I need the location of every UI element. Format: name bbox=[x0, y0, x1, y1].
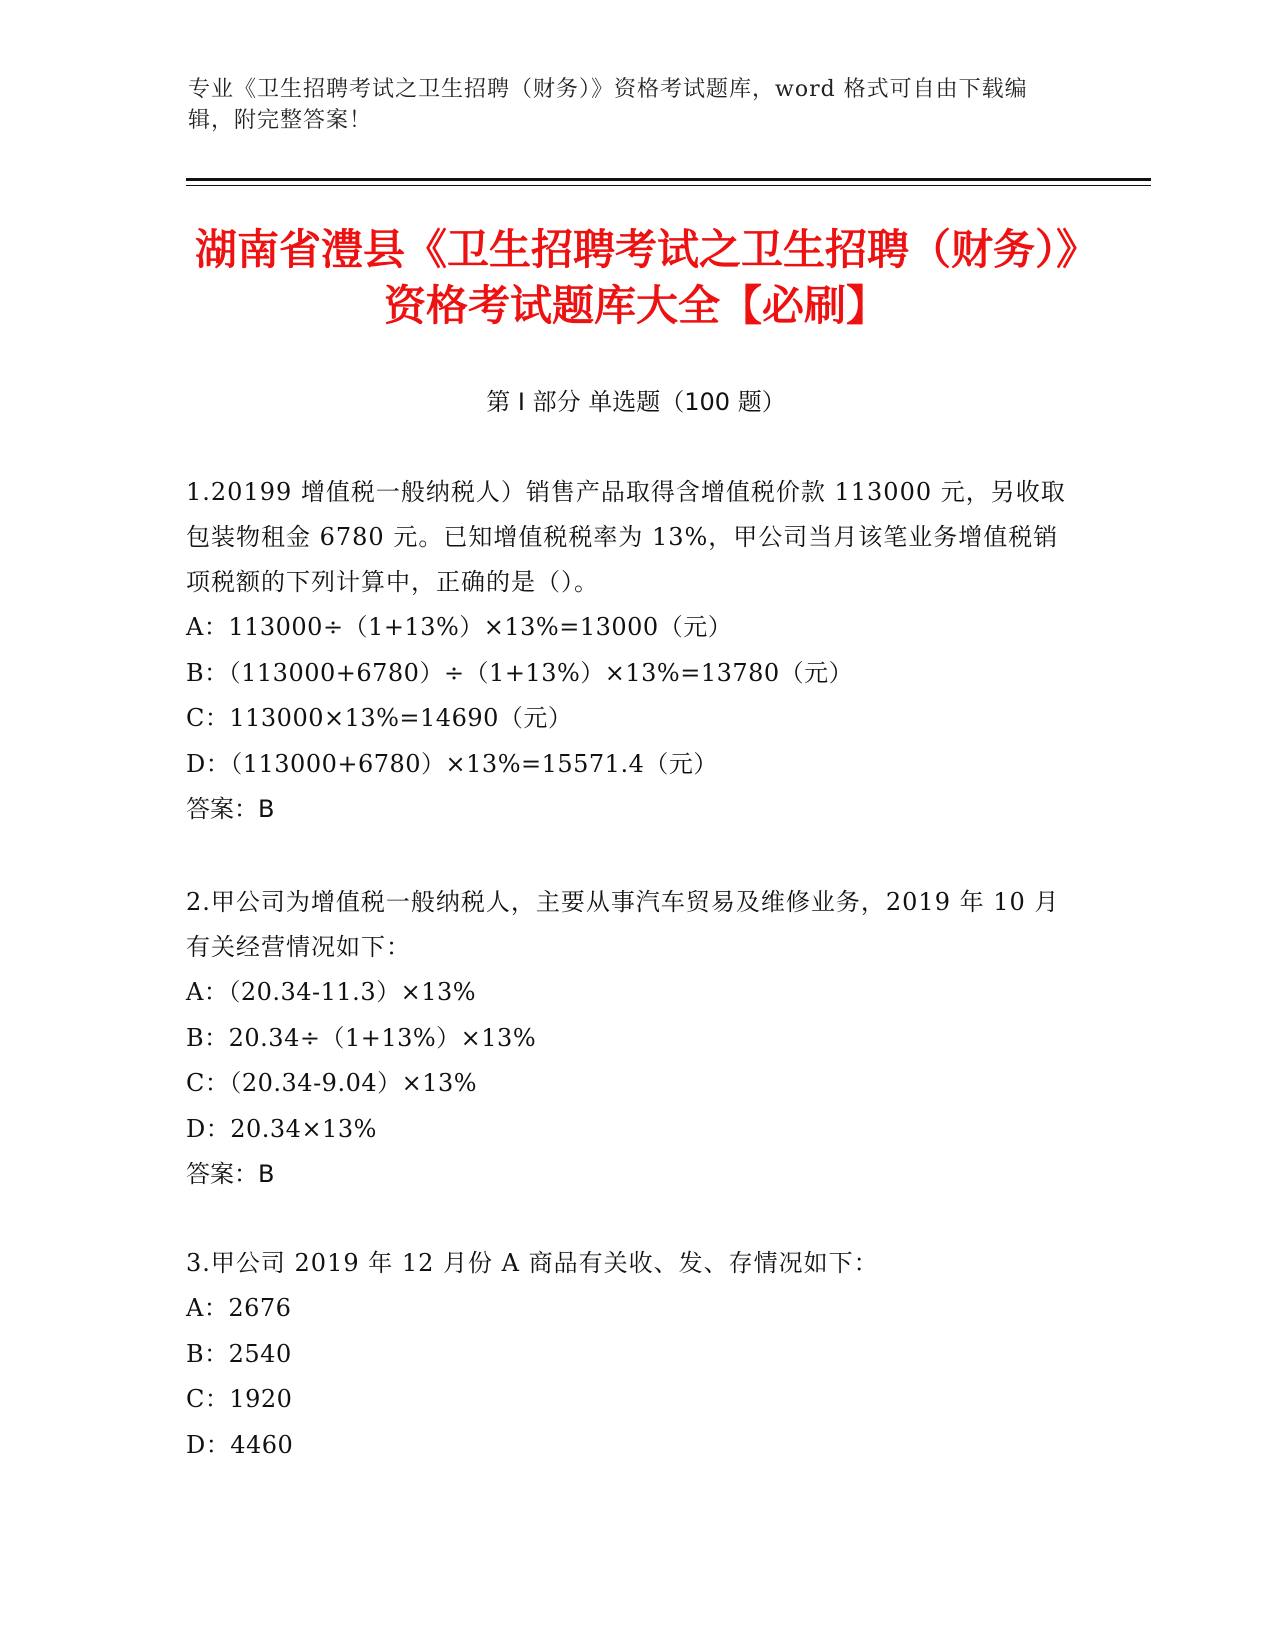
question-stem: 1.20199 增值税一般纳税人）销售产品取得含增值税价款 113000 元，另收取包装物租金 6780 元。已知增值税税率为 13%，甲公司当月该笔业务增值税销项税额的下列计算中，正确的是（）。 bbox=[186, 478, 1066, 596]
question-2 bbox=[186, 880, 1066, 1196]
option-a: A：2676 bbox=[186, 1294, 292, 1322]
question-stem: 3.甲公司 2019 年 12 月份 A 商品有关收、发、存情况如下： bbox=[186, 1249, 879, 1277]
option-b: B：（113000+6780）÷（1+13%）×13%=13780（元） bbox=[186, 658, 854, 687]
option-c: C：113000×13%=14690（元） bbox=[186, 704, 573, 732]
answer: 答案：B bbox=[186, 1160, 275, 1188]
option-d: D：4460 bbox=[186, 1430, 294, 1459]
section-title: 第 I 部分 单选题（100 题） bbox=[486, 388, 786, 416]
option-c: C：1920 bbox=[186, 1385, 293, 1413]
option-a: A：113000÷（1+13%）×13%=13000（元） bbox=[186, 613, 733, 641]
header-rule-thick bbox=[186, 178, 1151, 181]
answer: 答案：B bbox=[186, 795, 275, 823]
question-stem: 2.甲公司为增值税一般纳税人，主要从事汽车贸易及维修业务，2019 年 10 月有关经营情况如下： bbox=[186, 888, 1060, 961]
question-3 bbox=[186, 1241, 1066, 1468]
option-d: D：20.34×13% bbox=[186, 1114, 377, 1143]
option-b: B：2540 bbox=[186, 1339, 292, 1368]
header-note: 专业《卫生招聘考试之卫生招聘（财务）》资格考试题库，word 格式可自由下载编辑，附完整答案！ bbox=[188, 77, 1028, 133]
option-a: A：（20.34-11.3）×13% bbox=[186, 978, 477, 1006]
header-rule-thin bbox=[186, 185, 1151, 186]
question-1 bbox=[186, 470, 1066, 831]
option-c: C：（20.34-9.04）×13% bbox=[186, 1069, 478, 1097]
document-title: 湖南省澧县《卫生招聘考试之卫生招聘（财务）》资格考试题库大全【必刷】 bbox=[194, 225, 1077, 330]
option-d: D：（113000+6780）×13%=15571.4（元） bbox=[186, 749, 718, 778]
option-b: B：20.34÷（1+13%）×13% bbox=[186, 1023, 537, 1052]
